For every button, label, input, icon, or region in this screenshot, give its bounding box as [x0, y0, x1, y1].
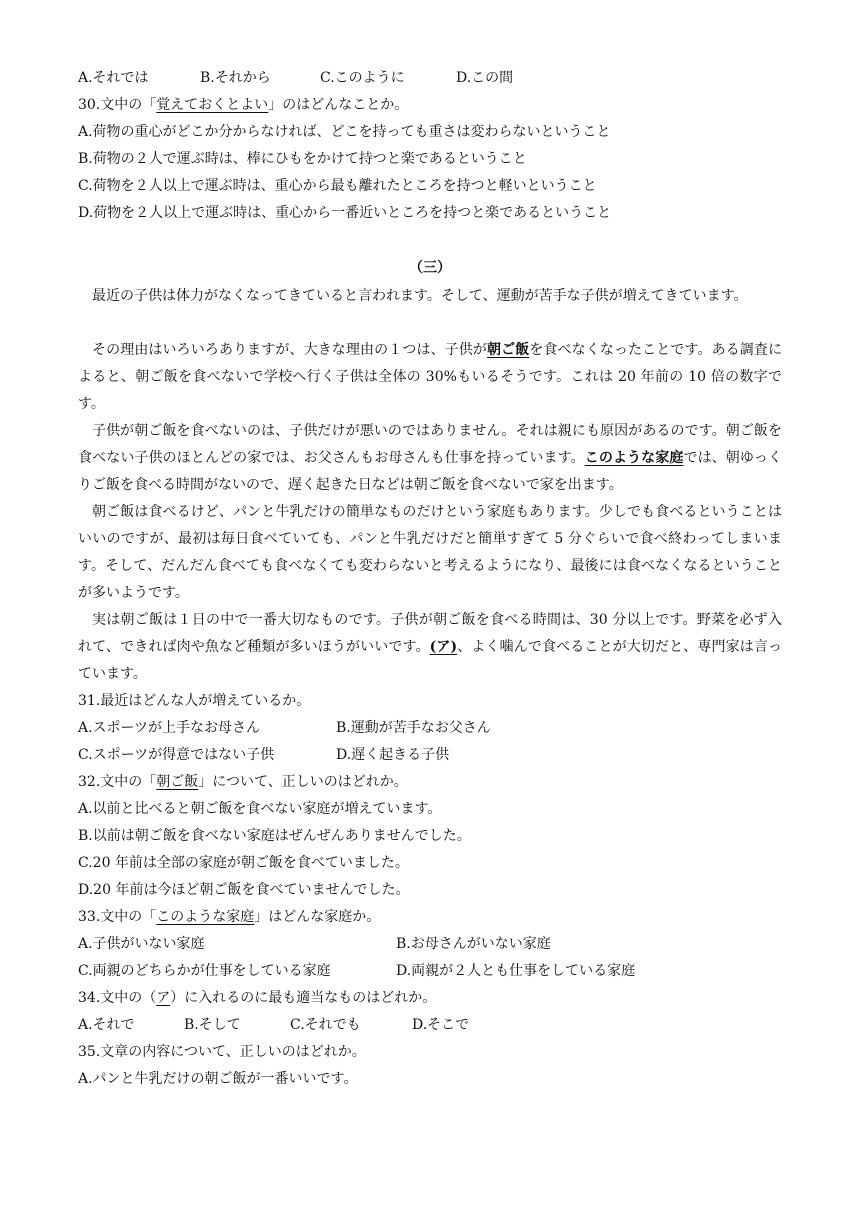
q29-option-d[interactable]: D.この間	[456, 70, 514, 86]
q32-option-d[interactable]: D.20 年前は今ほど朝ご飯を食べていませんでした。	[78, 882, 410, 898]
q29-option-a[interactable]: A.それでは	[78, 70, 149, 86]
passage-paragraph-2: その理由はいろいろありますが、大きな理由の１つは、子供が朝ご飯を食べなくなったことです。ある調査によると、朝ご飯を食べないで学校へ行く子供は全体の 30%もいるそうです。これは 20 年前の 10 倍の数字です。	[78, 342, 783, 412]
q31-option-b[interactable]: B.運動が苦手なお父さん	[336, 720, 491, 736]
q34-option-a[interactable]: A.それで	[78, 1017, 135, 1033]
passage-paragraph-4: 朝ご飯は食べるけど、パンと牛乳だけの簡単なものだけという家庭もあります。少しでも食べるということはいいのですが、最初は毎日食べていても、パンと牛乳だけだと簡単すぎて 5 分ぐらいで食べ終わってしまいます。そして、だんだん食べても食べなくても変わらないと考えるようになり、最後には食べなくなるということが多いようです。	[78, 504, 782, 601]
q33-underlined: このような家庭	[156, 909, 255, 925]
q30-option-c[interactable]: C.荷物を２人以上で運ぶ時は、重心から最も離れたところを持つと軽いということ	[78, 178, 597, 194]
q32-stem: 32.文中の「朝ご飯」について、正しいのはどれか。	[78, 774, 408, 790]
q30-option-d[interactable]: D.荷物を２人以上で運ぶ時は、重心から一番近いところを持つと楽であるということ	[78, 205, 612, 221]
q30-option-a[interactable]: A.荷物の重心がどこか分からなければ、どこを持っても重さは変わらないということ	[78, 124, 611, 140]
q34-options	[78, 1015, 469, 1035]
q31-option-a[interactable]: A.スポーツが上手なお母さん	[78, 720, 260, 736]
q33-options-row-2	[78, 961, 635, 981]
passage-paragraph-1: 最近の子供は体力がなくなってきていると言われます。そして、運動が苦手な子供が増えてきています。	[92, 288, 748, 304]
q33-option-a[interactable]: A.子供がいない家庭	[78, 936, 205, 952]
q29-options	[78, 68, 513, 88]
q35-stem: 35.文章の内容について、正しいのはどれか。	[78, 1044, 366, 1060]
q34-option-c[interactable]: C.それでも	[290, 1017, 361, 1033]
q33-stem: 33.文中の「このような家庭」はどんな家庭か。	[78, 909, 381, 925]
passage-underline-blank-a: (ア)	[429, 639, 458, 655]
q32-option-c[interactable]: C.20 年前は全部の家庭が朝ご飯を食べていました。	[78, 855, 409, 871]
q33-option-c[interactable]: C.両親のどちらかが仕事をしている家庭	[78, 963, 331, 979]
passage-paragraph-3: 子供が朝ご飯を食べないのは、子供だけが悪いのではありません。それは親にも原因があるのです。朝ご飯を食べない子供のほとんどの家では、お父さんもお母さんも仕事を持っています。このような家庭では、朝ゆっくりご飯を食べる時間がないので、遅く起きた日などは朝ご飯を食べないで家を出ます。	[78, 423, 782, 493]
q29-option-c[interactable]: C.このように	[320, 70, 405, 86]
q34-option-b[interactable]: B.そして	[184, 1017, 241, 1033]
q31-options-row-1	[78, 718, 491, 738]
section-title: （三）	[409, 260, 451, 276]
q33-options-row-1	[78, 934, 551, 954]
q31-stem: 31.最近はどんな人が増えているか。	[78, 693, 311, 709]
q34-stem: 34.文中の（ア）に入れるのに最も適当なものはどれか。	[78, 990, 437, 1006]
passage-underline-family: このような家庭	[584, 450, 684, 466]
passage-underline-breakfast: 朝ご飯	[486, 342, 530, 358]
q31-option-d[interactable]: D.遅く起きる子供	[336, 747, 450, 763]
q32-option-a[interactable]: A.以前と比べると朝ご飯を食べない家庭が増えています。	[78, 801, 442, 817]
q30-underlined: 覚えておくとよい	[156, 97, 269, 113]
q34-underlined: ア	[156, 990, 171, 1006]
q34-option-d[interactable]: D.そこで	[412, 1017, 470, 1033]
q33-option-b[interactable]: B.お母さんがいない家庭	[396, 936, 551, 952]
q33-option-d[interactable]: D.両親が２人とも仕事をしている家庭	[396, 963, 636, 979]
q32-underlined: 朝ご飯	[156, 774, 199, 790]
q30-stem: 30.文中の「覚えておくとよい」のはどんなことか。	[78, 97, 409, 113]
passage-paragraph-5: 実は朝ご飯は１日の中で一番大切なものです。子供が朝ご飯を食べる時間は、30 分以上です。野菜を必ず入れて、できれば肉や魚など種類が多いほうがいいです。(ア)、よく噛んで食べることが大切だと、専門家は言っています。	[78, 612, 782, 682]
q32-option-b[interactable]: B.以前は朝ご飯を食べない家庭はぜんぜんありませんでした。	[78, 828, 471, 844]
q29-option-b[interactable]: B.それから	[200, 70, 271, 86]
q30-option-b[interactable]: B.荷物の２人で運ぶ時は、棒にひもをかけて持つと楽であるということ	[78, 151, 527, 167]
q35-option-a[interactable]: A.パンと牛乳だけの朝ご飯が一番いいです。	[78, 1071, 358, 1087]
q31-options-row-2	[78, 745, 449, 765]
q31-option-c[interactable]: C.スポーツが得意ではない子供	[78, 747, 275, 763]
